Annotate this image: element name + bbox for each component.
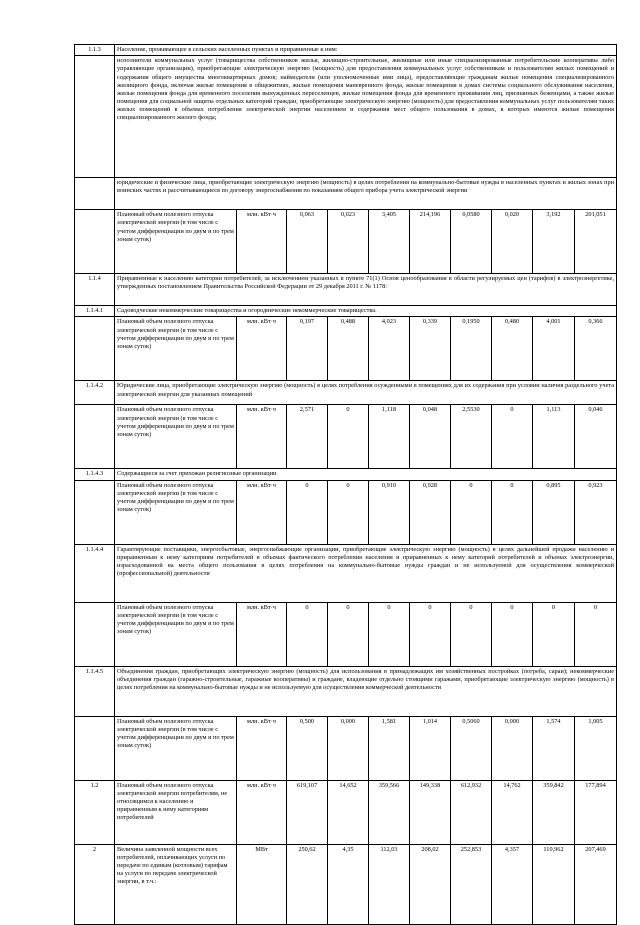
section-row bbox=[75, 45, 617, 56]
value-cell: 112,03 bbox=[369, 844, 410, 924]
value-cell: 0,020 bbox=[492, 210, 533, 274]
value-cell: 4,357 bbox=[492, 844, 533, 924]
category-description: Содержащиеся за счет прихожан религиозные организации bbox=[115, 469, 617, 480]
row-number: 1.1.4.2 bbox=[75, 381, 115, 405]
value-cell: 1,118 bbox=[369, 405, 410, 469]
value-cell: 0 bbox=[451, 602, 492, 666]
row-number bbox=[75, 210, 115, 274]
row-number: 1.1.4.1 bbox=[75, 306, 115, 317]
section-row bbox=[75, 544, 617, 602]
row-number: 1.1.4.4 bbox=[75, 544, 115, 602]
row-number bbox=[75, 405, 115, 469]
table-body bbox=[75, 45, 617, 925]
value-cell: 0,895 bbox=[533, 480, 575, 544]
value-cell: 4,35 bbox=[328, 844, 369, 924]
value-cell: 1,014 bbox=[410, 716, 451, 780]
value-cell: 0 bbox=[328, 602, 369, 666]
category-description: исполнители коммунальных услуг (товарищества собственников жилья, жилищно-строительные, жилищные или иные специализированные потребительские кооперативы либо управляющие организации), приобретающие электрическую энергию (мощность) для предоставления коммунальных услуг собственникам и пользователям жилых помещений и содержания общего имущества многоквартирных домов; наймодатели (или уполномоченные ими лица), предоставляющие гражданам жилые помещения специализированного жилищного фонда, включая жилые помещения в общежитиях, жилые помещения маневренного фонда, жилые помещения в домах системы социального обслуживания населения, жилые помещения фонда для временного поселения вынужденных переселенцев, жилые помещения фонда для временного проживания лиц, признанных беженцами, а также жилые помещения для социальной защиты отдельных категорий граждан, приобретающие электрическую энергию (мощность) для предоставления коммунальных услуг пользователям таких жилых помещений в объемах потребления электрической энергии населением и содержания мест общего пользования в домах, в которых имеются жилые помещения специализированного жилого фонда; bbox=[115, 56, 617, 178]
value-cell: 0 bbox=[451, 480, 492, 544]
value-cell: 0,197 bbox=[287, 317, 328, 381]
data-row bbox=[75, 405, 617, 469]
value-cell: 0,480 bbox=[492, 317, 533, 381]
data-row bbox=[75, 780, 617, 844]
data-row bbox=[75, 317, 617, 381]
value-cell: 3,405 bbox=[369, 210, 410, 274]
data-row bbox=[75, 210, 617, 274]
section-row bbox=[75, 56, 617, 178]
value-cell: 0 bbox=[287, 602, 328, 666]
indicator-name: Плановый объем полезного отпуска электрической энергии потребителям, не относящимся к населению и приравненным к нему категориям потребителей bbox=[115, 780, 237, 844]
row-number bbox=[75, 716, 115, 780]
section-row bbox=[75, 274, 617, 306]
value-cell: 0,000 bbox=[328, 716, 369, 780]
value-cell: 0,046 bbox=[575, 405, 617, 469]
indicator-name: Плановый объем полезного отпуска электрической энергии (в том числе с учетом дифференциации по двум и по трем зонам суток) bbox=[115, 405, 237, 469]
value-cell: 0,488 bbox=[328, 317, 369, 381]
indicator-name: Плановый объем полезного отпуска электрической энергии (в том числе с учетом дифференциации по двум и по трем зонам суток) bbox=[115, 602, 237, 666]
value-cell: 0,063 bbox=[287, 210, 328, 274]
row-number: 1.1.4.5 bbox=[75, 666, 115, 716]
row-number: 1.1.4 bbox=[75, 274, 115, 306]
value-cell: 612,932 bbox=[451, 780, 492, 844]
unit-cell: млн. кВт·ч bbox=[237, 602, 287, 666]
value-cell: 0,366 bbox=[575, 317, 617, 381]
data-row bbox=[75, 602, 617, 666]
value-cell: 0 bbox=[575, 602, 617, 666]
indicator-name: Плановый объем полезного отпуска электрической энергии (в том числе с учетом дифференциации по двум и по трем зонам суток) bbox=[115, 210, 237, 274]
value-cell: 0 bbox=[492, 405, 533, 469]
value-cell: 201,051 bbox=[575, 210, 617, 274]
value-cell: 0 bbox=[287, 480, 328, 544]
value-cell: 208,02 bbox=[410, 844, 451, 924]
value-cell: 0,500 bbox=[287, 716, 328, 780]
category-description: Садоводческие некоммерческие товарищества и огороднические некоммерческие товарищества. bbox=[115, 306, 617, 317]
section-row bbox=[75, 666, 617, 716]
value-cell: 149,338 bbox=[410, 780, 451, 844]
value-cell: 1,005 bbox=[575, 716, 617, 780]
value-cell: 619,107 bbox=[287, 780, 328, 844]
unit-cell: млн. кВт·ч bbox=[237, 480, 287, 544]
section-row bbox=[75, 469, 617, 480]
value-cell: 252,853 bbox=[451, 844, 492, 924]
value-cell: 4,001 bbox=[533, 317, 575, 381]
row-number bbox=[75, 317, 115, 381]
value-cell: 0,910 bbox=[369, 480, 410, 544]
unit-cell: млн. кВт·ч bbox=[237, 317, 287, 381]
value-cell: 359,842 bbox=[533, 780, 575, 844]
value-cell: 4,023 bbox=[369, 317, 410, 381]
data-row bbox=[75, 716, 617, 780]
row-number bbox=[75, 56, 115, 178]
indicator-name: Плановый объем полезного отпуска электрической энергии (в том числе с учетом дифференциации по двум и по трем зонам суток) bbox=[115, 317, 237, 381]
unit-cell: млн. кВт·ч bbox=[237, 210, 287, 274]
value-cell: 207,469 bbox=[575, 844, 617, 924]
indicator-name: Плановый объем полезного отпуска электрической энергии (в том числе с учетом дифференциации по двум и по трем зонам суток) bbox=[115, 716, 237, 780]
value-cell: 0 bbox=[328, 405, 369, 469]
value-cell: 1,113 bbox=[533, 405, 575, 469]
category-description: Население, проживающее в сельских населенных пунктах и приравненные к ним: bbox=[115, 45, 617, 56]
indicator-name: Величина заявленной мощности всех потребителей, оплачивающих услуги по передаче по единым (котловым) тарифам на услуги по передаче электрической энергии, в т.ч.: bbox=[115, 844, 237, 924]
category-description: Объединения граждан, приобретающих электрическую энергию (мощность) для использования в принадлежащих им хозяйственных постройках (погреба, сараи); некоммерческие объединения граждан (гаражно-строительные, гаражные кооперативы) и граждане, владеющие отдельно стоящими гаражами, приобретающие электрическую энергию (мощность) в целях потребления на коммунально-бытовые нужды и не используемую для осуществления коммерческой деятельности bbox=[115, 666, 617, 716]
value-cell: 0 bbox=[492, 602, 533, 666]
value-cell: 2,5530 bbox=[451, 405, 492, 469]
value-cell: 177,894 bbox=[575, 780, 617, 844]
data-row bbox=[75, 844, 617, 924]
unit-cell: МВт bbox=[237, 844, 287, 924]
value-cell: 1,574 bbox=[533, 716, 575, 780]
value-cell: 359,566 bbox=[369, 780, 410, 844]
value-cell: 2,571 bbox=[287, 405, 328, 469]
value-cell: 0,928 bbox=[410, 480, 451, 544]
category-description: юридические и физические лица, приобретающие электрическую энергию (мощность) в целях потребления на коммунально-бытовые нужды в населенных пунктах и жилых зонах при воинских частях и рассчитывающиеся по договору энергоснабжения по показаниям общего прибора учета электрической энергии bbox=[115, 178, 617, 210]
indicator-name: Плановый объем полезного отпуска электрической энергии (в том числе с учетом дифференциации по двум и по трем зонам суток) bbox=[115, 480, 237, 544]
value-cell: 1,581 bbox=[369, 716, 410, 780]
section-row bbox=[75, 306, 617, 317]
value-cell: 0 bbox=[533, 602, 575, 666]
value-cell: 14,762 bbox=[492, 780, 533, 844]
value-cell: 0,5060 bbox=[451, 716, 492, 780]
value-cell: 110,962 bbox=[533, 844, 575, 924]
row-number: 1.1.3 bbox=[75, 45, 115, 56]
category-description: Приравненные к населению категории потребителей, за исключением указанных в пункте 71(1) Основ ценообразования в области регулируемых цен (тарифов) в электроэнергетике, утвержденных постановлением Правительства Российской Федерации от 29 декабря 2011 г. № 1178: bbox=[115, 274, 617, 306]
section-row bbox=[75, 381, 617, 405]
row-number: 1.1.4.3 bbox=[75, 469, 115, 480]
value-cell: 0 bbox=[328, 480, 369, 544]
document-page bbox=[74, 44, 616, 925]
row-number bbox=[75, 602, 115, 666]
value-cell: 0,339 bbox=[410, 317, 451, 381]
category-description: Юридические лица, приобретающие электрическую энергию (мощность) в целях потребления осужденными в помещениях для их содержания при условии наличия раздельного учета электрической энергии для указанных помещений bbox=[115, 381, 617, 405]
value-cell: 0,1950 bbox=[451, 317, 492, 381]
data-row bbox=[75, 480, 617, 544]
unit-cell: млн. кВт·ч bbox=[237, 716, 287, 780]
value-cell: 3,192 bbox=[533, 210, 575, 274]
value-cell: 0 bbox=[410, 602, 451, 666]
value-cell: 250,62 bbox=[287, 844, 328, 924]
tariff-table bbox=[74, 44, 617, 925]
value-cell: 0 bbox=[492, 480, 533, 544]
value-cell: 0 bbox=[369, 602, 410, 666]
unit-cell: млн. кВт·ч bbox=[237, 780, 287, 844]
category-description: Гарантирующие поставщики, энергосбытовые, энергоснабжающие организации, приобретающие электрическую энергию (мощность) в целях дальнейшей продажи населению и приравненным к нему категориям потребителей в объемах фактического потребления населения и приравненных к нему категорий потребителей и объемах электроэнергии, израсходованной на места общего пользования в целях потребления на коммунально-бытовые нужды граждан и не используемой для осуществления коммерческой (профессиональной) деятельности bbox=[115, 544, 617, 602]
value-cell: 0,0580 bbox=[451, 210, 492, 274]
unit-cell: млн. кВт·ч bbox=[237, 405, 287, 469]
row-number bbox=[75, 480, 115, 544]
value-cell: 0,023 bbox=[328, 210, 369, 274]
value-cell: 0,000 bbox=[492, 716, 533, 780]
section-row bbox=[75, 178, 617, 210]
row-number: 2 bbox=[75, 844, 115, 924]
value-cell: 14,652 bbox=[328, 780, 369, 844]
row-number: 1.2 bbox=[75, 780, 115, 844]
value-cell: 214,196 bbox=[410, 210, 451, 274]
value-cell: 0,923 bbox=[575, 480, 617, 544]
value-cell: 0,048 bbox=[410, 405, 451, 469]
row-number bbox=[75, 178, 115, 210]
